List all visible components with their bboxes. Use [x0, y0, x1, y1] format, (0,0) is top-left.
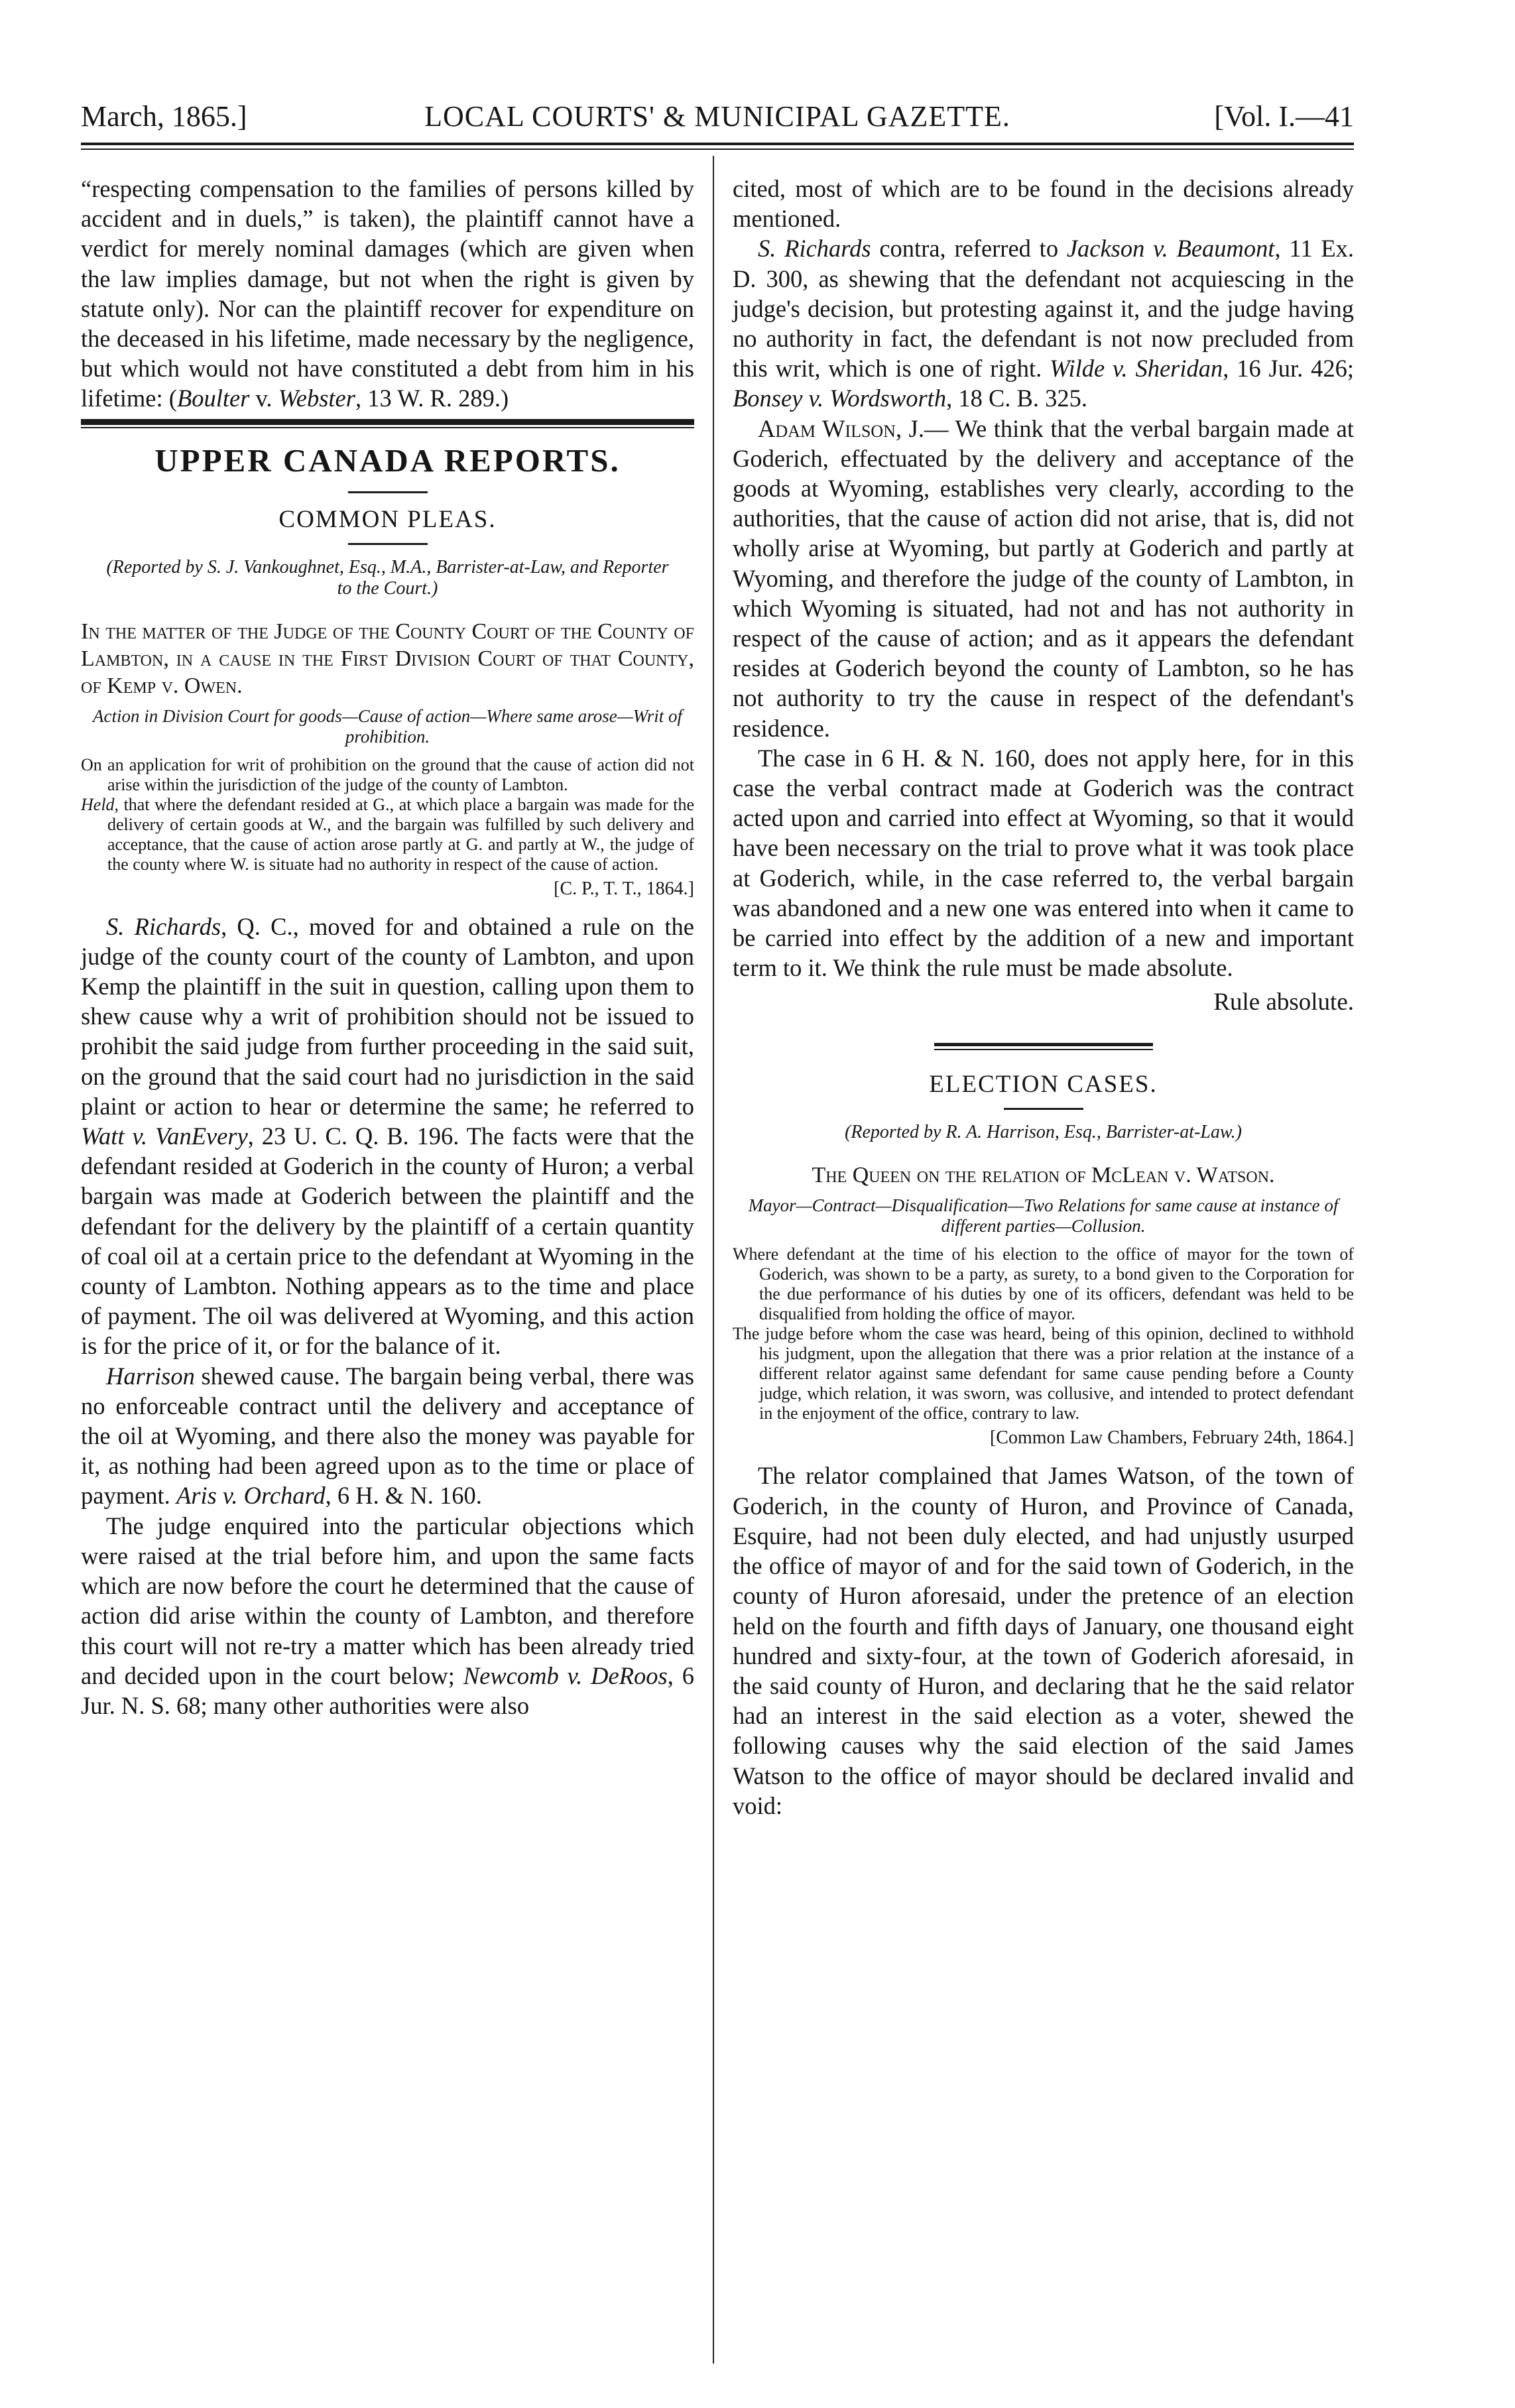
divider [348, 491, 428, 493]
left-column [81, 174, 694, 1720]
header-publication-title: LOCAL COURTS' & MUNICIPAL GAZETTE. [424, 100, 1010, 133]
headnote-held: Held, that where the defendant resided at G., at which place a bargain was made for the delivery of certain goods at W., and the bargain was fulfilled by such delivery and acceptance, that the cause of action arose partly at G. and partly at W., the judge of the county where W. is situate had no authority in respect of the cause of action. [81, 794, 694, 874]
header-rule-thin [81, 149, 1354, 150]
case-citation: [C. P., T. T., 1864.] [554, 878, 694, 899]
section-rule-thick [81, 419, 694, 425]
election-cases-heading: ELECTION CASES. [929, 1071, 1158, 1099]
catchwords: Action in Division Court for goods—Cause of action—Where same arose—Writ of prohibition. [93, 705, 682, 747]
running-header [81, 99, 1354, 139]
body-paragraph: The judge enquired into the particular objections which were raised at the trial before him, and upon the same facts which are now before the court he determined that the cause of action did arise within the county of Lambton, and therefore this court will not re-try a matter which has been already tried and decided upon in the court below; Newcomb v. DeRoos, 6 Jur. N. S. 68; many other authorities were also [81, 1512, 694, 1719]
body-paragraph: S. Richards, Q. C., moved for and obtained a rule on the judge of the county court of the county of Lambton, and upon Kemp the plaintiff in the suit in question, calling upon them to shew cause why a writ of prohibition should not be issued to prohibit the said judge from further proceeding in the said suit, on the ground that the said court had no jurisdiction in the said plaint or action to hear or determine the same; he referred to Watt v. VanEvery, 23 U. C. Q. B. 196. The facts were that the defendant resided at Goderich in the county of Huron; a verbal bargain was made at Goderich between the plaintiff and the defendant for the delivery by the plaintiff of a certain quantity of coal oil at a certain price to the defendant at Wyoming in the county of Lambton. Nothing appears as to the time and place of payment. The oil was delivered at Wyoming, and this action is for the price of it, or for the balance of it. [81, 912, 694, 1360]
right-column [733, 174, 1354, 1821]
headnote: Where defendant at the time of his election to the office of mayor for the town of Goderich, was shown to be a party, as surety, to a bond given to the Corporation for the due performance of his duties by one of its officers, defendant was held to be disqualified from holding the office of mayor. [733, 1244, 1354, 1324]
rule-absolute: Rule absolute. [1213, 989, 1354, 1016]
header-rule-thick [81, 143, 1354, 145]
divider [1004, 1108, 1083, 1110]
court-heading: COMMON PLEAS. [278, 505, 497, 533]
case-citation: [Common Law Chambers, February 24th, 1864.] [989, 1427, 1354, 1449]
header-date: March, 1865.] [81, 100, 247, 133]
continuation-paragraph: cited, most of which are to be found in the decisions already mentioned. [733, 175, 1354, 233]
catchwords: Mayor—Contract—Disqualification—Two Relations for same cause at instance of different parties—Collusion. [748, 1195, 1339, 1236]
headnote: On an application for writ of prohibition on the ground that the cause of action did not arise within the jurisdiction of the judge of the county of Lambton. [81, 754, 694, 794]
divider [348, 543, 428, 545]
section-rule-thin [81, 427, 694, 428]
case-title: The Queen on the relation of McLean v. Watson. [812, 1163, 1275, 1188]
section-rule-thin [934, 1049, 1153, 1050]
body-paragraph: The case in 6 H. & N. 160, does not apply here, for in this case the verbal contract made at Goderich was the contract acted upon and carried into effect at Wyoming, so that it would have been necessary on the trial to prove what it was took place at Goderich, while, in the case referred to, the verbal bargain was abandoned and a new one was entered into when it came to be carried into effect by the addition of a new and important term to it. We think the rule must be made absolute. [733, 744, 1354, 982]
judgment-paragraph: Adam Wilson, J.— We think that the verbal bargain made at Goderich, effectuated by the delivery and acceptance of the goods at Wyoming, establishes very clearly, according to the authorities, that the cause of action did not arise, that is, did not wholly arise at Wyoming, but partly at Goderich and partly at Wyoming, and therefore the judge of the county of Lambton, in which Wyoming is situated, had not and has not authority in respect of the cause of action; and as it appears the defendant resides at Goderich beyond the county of Lambton, so he has not authority to try the cause in respect of the defendant's residence. [733, 414, 1355, 742]
headnote: The judge before whom the case was heard, being of this opinion, declined to withhold his judgment, upon the allegation that there was a prior relation at the instance of a different relator against same defendant for same cause pending before a County judge, which relation, it was sworn, was collusive, and intended to protect defendant in the enjoyment of the office, contrary to law. [733, 1324, 1354, 1423]
continuation-paragraph: “respecting compensation to the families of persons killed by accident and in duels,” is taken), the plaintiff cannot have a verdict for merely nominal damages (which are given when the law implies damage, but not when the right is given by statute only). Nor can the plaintiff recover for expenditure on the deceased in his lifetime, made necessary by the negligence, but which would not have constituted a debt from him in his lifetime: (Boulter v. Webster, 13 W. R. 289.) [81, 175, 694, 412]
section-rule-thick [934, 1043, 1153, 1046]
reporter-credit: (Reported by S. J. Vankoughnet, Esq., M.A., Barrister-at-Law, and Reporter to the Court.) [106, 556, 669, 599]
reporter-credit: (Reported by R. A. Harrison, Esq., Barrister-at-Law.) [845, 1122, 1242, 1143]
column-separator [713, 156, 714, 2364]
case-title: In the matter of the Judge of the County Court of the County of Lambton, in a cause in the First Division Court of that County, of Kemp v. Owen. [81, 619, 694, 698]
body-paragraph: The relator complained that James Watson, of the town of Goderich, in the county of Huron, and Province of Canada, Esquire, had not been duly elected, and had unjustly usurped the office of mayor of and for the said town of Goderich, in the county of Huron aforesaid, under the pretence of an election held on the fourth and fifth days of January, one thousand eight hundred and sixty-four, at the town of Goderich aforesaid, in the said county of Huron, and declaring that he the said relator had an interest in the said election as a voter, shewed the following causes why the said election of the said James Watson to the office of mayor should be declared invalid and void: [733, 1462, 1354, 1819]
body-paragraph: Harrison shewed cause. The bargain being verbal, there was no enforceable contract until the delivery and acceptance of the oil at Wyoming, and there also the money was payable for it, as nothing had been agreed upon as to the time or place of payment. Aris v. Orchard, 6 H. & N. 160. [81, 1362, 694, 1510]
body-paragraph: S. Richards contra, referred to Jackson v. Beaumont, 11 Ex. D. 300, as shewing that the defendant not acquiescing in the judge's decision, but protesting against it, and the judge having no authority in fact, the defendant is not now precluded from this writ, which is one of right. Wilde v. Sheridan, 16 Jur. 426; Bonsey v. Wordsworth, 18 C. B. 325. [733, 235, 1354, 412]
reports-title: UPPER CANADA REPORTS. [154, 442, 621, 479]
header-volume-page: [Vol. I.—41 [1214, 100, 1354, 133]
